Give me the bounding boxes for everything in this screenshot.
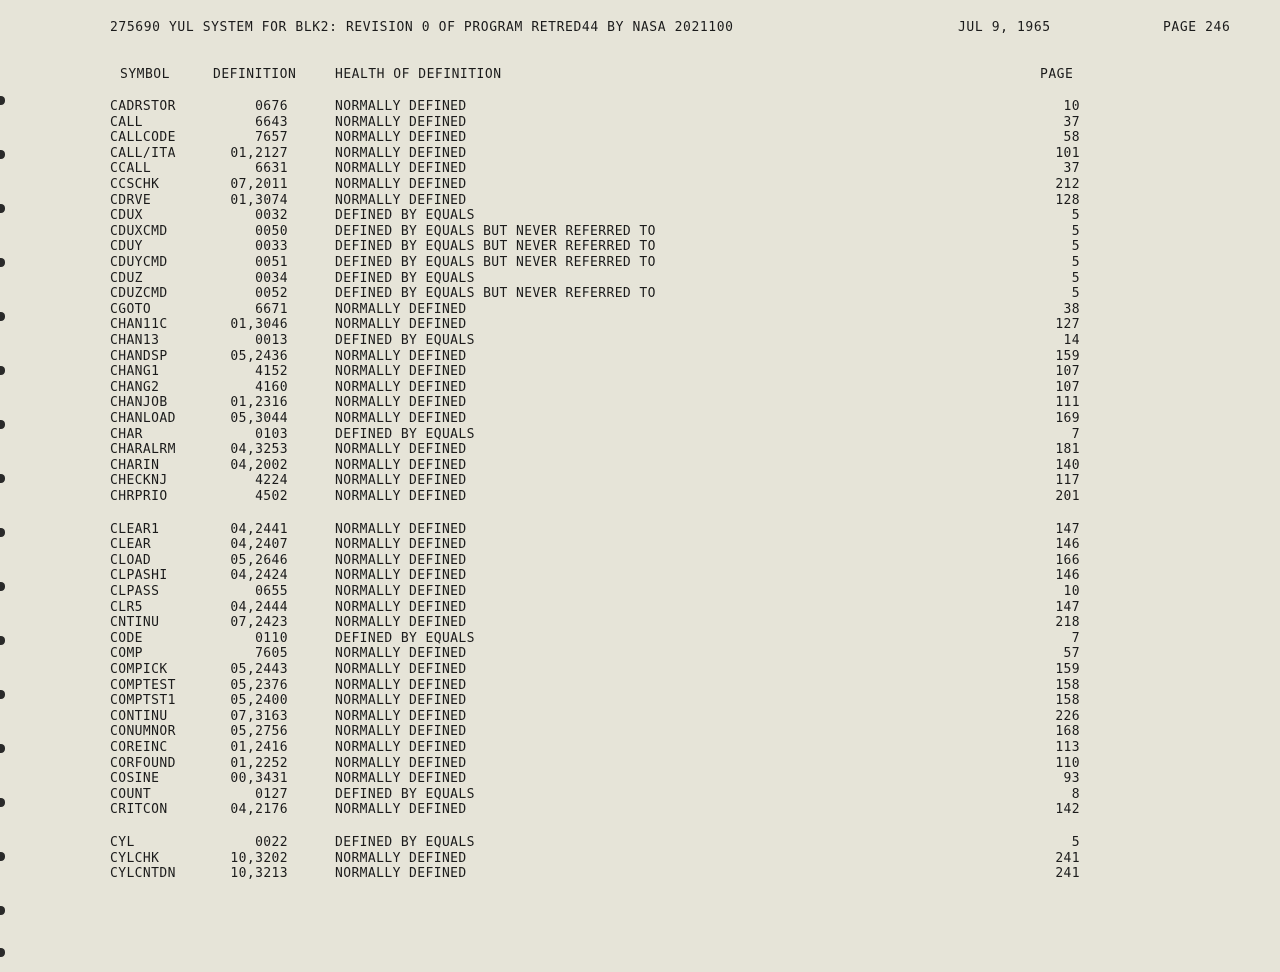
- page-cell: 93: [1063, 771, 1080, 787]
- page-cell: 5: [1071, 208, 1080, 224]
- definition-cell: 05,2646: [230, 552, 288, 568]
- table-row: [0, 631, 1280, 647]
- health-cell: NORMALLY DEFINED: [335, 740, 467, 755]
- definition-cell: 10,3202: [230, 850, 288, 866]
- symbol-cell: CHANJOB: [110, 395, 168, 411]
- table-row: [0, 177, 1280, 193]
- symbol-cell: CHARIN: [110, 457, 160, 473]
- table-row: [0, 395, 1280, 411]
- page-cell: 113: [1055, 740, 1080, 755]
- definition-cell: 05,2400: [230, 693, 288, 709]
- symbol-cell: CHANG1: [110, 364, 160, 380]
- table-row: [0, 146, 1280, 162]
- page-cell: 127: [1055, 317, 1080, 333]
- health-cell: NORMALLY DEFINED: [335, 615, 467, 631]
- page-number: PAGE 246: [1163, 20, 1231, 35]
- table-row: [0, 286, 1280, 302]
- symbol-cell: CALL: [110, 114, 143, 130]
- page-cell: 147: [1055, 599, 1080, 615]
- page-cell: 14: [1063, 333, 1080, 348]
- definition-cell: 0676: [255, 99, 288, 114]
- page-cell: 107: [1055, 364, 1080, 380]
- health-cell: DEFINED BY EQUALS: [335, 630, 475, 646]
- health-cell: NORMALLY DEFINED: [335, 584, 467, 599]
- symbol-cell: CLOAD: [110, 552, 152, 568]
- symbol-cell: CHANG2: [110, 379, 160, 395]
- table-row: [0, 333, 1280, 349]
- page-cell: 169: [1055, 411, 1080, 426]
- table-row: [0, 584, 1280, 600]
- table-row: [0, 442, 1280, 458]
- definition-cell: 7605: [255, 646, 288, 662]
- page-cell: 218: [1055, 615, 1080, 631]
- table-row: [0, 224, 1280, 240]
- table-row: [0, 646, 1280, 662]
- symbol-cell: CYL: [110, 835, 135, 850]
- page-cell: 142: [1055, 802, 1080, 818]
- definition-cell: 4502: [255, 489, 288, 504]
- health-cell: NORMALLY DEFINED: [335, 130, 467, 146]
- page-cell: 5: [1071, 270, 1080, 286]
- table-row: [0, 851, 1280, 867]
- symbol-cell: CHANLOAD: [110, 411, 176, 426]
- health-cell: DEFINED BY EQUALS: [335, 835, 475, 850]
- page-cell: 158: [1055, 677, 1080, 693]
- health-cell: NORMALLY DEFINED: [335, 693, 467, 709]
- symbol-cell: CYLCNTDN: [110, 866, 176, 882]
- health-cell: NORMALLY DEFINED: [335, 411, 467, 426]
- table-row: [0, 130, 1280, 146]
- page-cell: 107: [1055, 379, 1080, 395]
- definition-cell: 10,3213: [230, 866, 288, 882]
- symbol-cell: CHAN11C: [110, 317, 168, 333]
- health-cell: DEFINED BY EQUALS BUT NEVER REFERRED TO: [335, 223, 656, 239]
- page-cell: 159: [1055, 348, 1080, 364]
- definition-cell: 04,2441: [230, 521, 288, 537]
- symbol-cell: COMPICK: [110, 662, 168, 677]
- page-cell: 37: [1063, 114, 1080, 130]
- table-row: [0, 568, 1280, 584]
- symbol-cell: COMPTST1: [110, 693, 176, 709]
- column-header-page: PAGE: [1040, 67, 1074, 82]
- definition-cell: 00,3431: [230, 771, 288, 787]
- symbol-cell: CDUY: [110, 239, 143, 255]
- health-cell: NORMALLY DEFINED: [335, 99, 467, 114]
- health-cell: NORMALLY DEFINED: [335, 755, 467, 771]
- definition-cell: 0052: [255, 286, 288, 302]
- symbol-cell: CCSCHK: [110, 177, 160, 192]
- table-row: [0, 724, 1280, 740]
- table-row: [0, 380, 1280, 396]
- definition-cell: 04,2002: [230, 457, 288, 473]
- page-cell: 128: [1055, 192, 1080, 208]
- health-cell: DEFINED BY EQUALS: [335, 426, 475, 442]
- table-row: [0, 615, 1280, 631]
- health-cell: NORMALLY DEFINED: [335, 442, 467, 458]
- page-cell: 7: [1071, 630, 1080, 646]
- table-row: [0, 866, 1280, 882]
- symbol-cell: CDUZCMD: [110, 286, 168, 302]
- symbol-cell: CODE: [110, 630, 143, 646]
- page-cell: 58: [1063, 130, 1080, 146]
- symbol-cell: CHAR: [110, 426, 143, 442]
- definition-cell: 01,3074: [230, 192, 288, 208]
- symbol-cell: CHRPRIO: [110, 489, 168, 504]
- page-cell: 146: [1055, 537, 1080, 553]
- health-cell: DEFINED BY EQUALS BUT NEVER REFERRED TO: [335, 239, 656, 255]
- symbol-cell: CNTINU: [110, 615, 160, 631]
- page-cell: 166: [1055, 552, 1080, 568]
- health-cell: NORMALLY DEFINED: [335, 646, 467, 662]
- table-row: [0, 239, 1280, 255]
- page-cell: 5: [1071, 255, 1080, 270]
- page-cell: 147: [1055, 521, 1080, 537]
- symbol-cell: CHARALRM: [110, 442, 176, 458]
- page-cell: 226: [1055, 708, 1080, 724]
- symbol-cell: COREINC: [110, 740, 168, 755]
- table-row: [0, 600, 1280, 616]
- page-cell: 10: [1063, 99, 1080, 114]
- health-cell: NORMALLY DEFINED: [335, 568, 467, 584]
- table-row: [0, 115, 1280, 131]
- column-header-symbol: SYMBOL: [120, 67, 170, 82]
- table-row: [0, 193, 1280, 209]
- health-cell: NORMALLY DEFINED: [335, 177, 467, 192]
- definition-cell: 01,3046: [230, 317, 288, 333]
- symbol-cell: CDRVE: [110, 192, 152, 208]
- table-row: [0, 364, 1280, 380]
- health-cell: NORMALLY DEFINED: [335, 850, 467, 866]
- page-cell: 168: [1055, 724, 1080, 740]
- definition-cell: 01,2416: [230, 740, 288, 755]
- health-cell: NORMALLY DEFINED: [335, 348, 467, 364]
- page-cell: 110: [1055, 755, 1080, 771]
- table-row: [0, 756, 1280, 772]
- symbol-cell: CLEAR: [110, 537, 152, 553]
- symbol-cell: CONUMNOR: [110, 724, 176, 740]
- health-cell: NORMALLY DEFINED: [335, 521, 467, 537]
- health-cell: NORMALLY DEFINED: [335, 379, 467, 395]
- health-cell: NORMALLY DEFINED: [335, 192, 467, 208]
- table-row: [0, 553, 1280, 569]
- health-cell: NORMALLY DEFINED: [335, 145, 467, 161]
- page-cell: 241: [1055, 850, 1080, 866]
- health-cell: NORMALLY DEFINED: [335, 724, 467, 740]
- definition-cell: 01,2316: [230, 395, 288, 411]
- table-row: [0, 411, 1280, 427]
- symbol-cell: CLPASS: [110, 584, 160, 599]
- symbol-cell: CALL/ITA: [110, 145, 176, 161]
- table-row: [0, 99, 1280, 115]
- table-row: [0, 771, 1280, 787]
- definition-cell: 05,2756: [230, 724, 288, 740]
- table-row: [0, 787, 1280, 803]
- symbol-cell: CDUYCMD: [110, 255, 168, 270]
- definition-cell: 0013: [255, 333, 288, 348]
- table-row: [0, 537, 1280, 553]
- definition-cell: 04,2444: [230, 599, 288, 615]
- health-cell: DEFINED BY EQUALS: [335, 333, 475, 348]
- definition-cell: 01,2252: [230, 755, 288, 771]
- health-cell: DEFINED BY EQUALS: [335, 208, 475, 224]
- page-cell: 201: [1055, 489, 1080, 504]
- table-row: [0, 835, 1280, 851]
- definition-cell: 0022: [255, 835, 288, 850]
- definition-cell: 04,3253: [230, 442, 288, 458]
- definition-cell: 04,2424: [230, 568, 288, 584]
- column-header-health: HEALTH OF DEFINITION: [335, 67, 502, 82]
- definition-cell: 6643: [255, 114, 288, 130]
- health-cell: NORMALLY DEFINED: [335, 537, 467, 553]
- definition-cell: 0110: [255, 630, 288, 646]
- symbol-cell: COUNT: [110, 786, 152, 802]
- page-cell: 212: [1055, 177, 1080, 192]
- table-row: [0, 740, 1280, 756]
- definition-cell: 6671: [255, 301, 288, 317]
- page-cell: 101: [1055, 145, 1080, 161]
- health-cell: NORMALLY DEFINED: [335, 708, 467, 724]
- table-row: [0, 349, 1280, 365]
- page-cell: 181: [1055, 442, 1080, 458]
- health-cell: NORMALLY DEFINED: [335, 552, 467, 568]
- symbol-cell: COSINE: [110, 771, 160, 787]
- table-row: [0, 208, 1280, 224]
- table-row: [0, 458, 1280, 474]
- page-cell: 5: [1071, 286, 1080, 302]
- table-row: [0, 302, 1280, 318]
- health-cell: NORMALLY DEFINED: [335, 161, 467, 177]
- definition-cell: 07,2423: [230, 615, 288, 631]
- definition-cell: 0034: [255, 270, 288, 286]
- page-cell: 7: [1071, 426, 1080, 442]
- health-cell: DEFINED BY EQUALS BUT NEVER REFERRED TO: [335, 255, 656, 270]
- symbol-cell: CHANDSP: [110, 348, 168, 364]
- symbol-cell: CDUZ: [110, 270, 143, 286]
- table-row: [0, 709, 1280, 725]
- table-row: [0, 255, 1280, 271]
- health-cell: NORMALLY DEFINED: [335, 771, 467, 787]
- page-cell: 57: [1063, 646, 1080, 662]
- definition-cell: 05,2443: [230, 662, 288, 677]
- definition-cell: 0655: [255, 584, 288, 599]
- health-cell: NORMALLY DEFINED: [335, 677, 467, 693]
- definition-cell: 04,2176: [230, 802, 288, 818]
- definition-cell: 0051: [255, 255, 288, 270]
- page-cell: 10: [1063, 584, 1080, 599]
- health-cell: NORMALLY DEFINED: [335, 114, 467, 130]
- definition-cell: 01,2127: [230, 145, 288, 161]
- page-cell: 117: [1055, 473, 1080, 489]
- symbol-cell: COMP: [110, 646, 143, 662]
- definition-cell: 0033: [255, 239, 288, 255]
- page-cell: 5: [1071, 239, 1080, 255]
- page-cell: 8: [1071, 786, 1080, 802]
- definition-cell: 4160: [255, 379, 288, 395]
- symbol-cell: CONTINU: [110, 708, 168, 724]
- table-row: [0, 317, 1280, 333]
- definition-cell: 7657: [255, 130, 288, 146]
- symbol-cell: CLR5: [110, 599, 143, 615]
- page-cell: 159: [1055, 662, 1080, 677]
- symbol-cell: CORFOUND: [110, 755, 176, 771]
- health-cell: DEFINED BY EQUALS BUT NEVER REFERRED TO: [335, 286, 656, 302]
- definition-cell: 0103: [255, 426, 288, 442]
- health-cell: DEFINED BY EQUALS: [335, 270, 475, 286]
- table-row: [0, 802, 1280, 818]
- definition-cell: 07,2011: [230, 177, 288, 192]
- health-cell: NORMALLY DEFINED: [335, 364, 467, 380]
- definition-cell: 4152: [255, 364, 288, 380]
- page-cell: 37: [1063, 161, 1080, 177]
- table-row: [0, 161, 1280, 177]
- symbol-cell: CRITCON: [110, 802, 168, 818]
- page-cell: 140: [1055, 457, 1080, 473]
- symbol-cell: CDUXCMD: [110, 223, 168, 239]
- health-cell: NORMALLY DEFINED: [335, 662, 467, 677]
- symbol-cell: CHAN13: [110, 333, 160, 348]
- table-row: [0, 473, 1280, 489]
- table-row: [0, 427, 1280, 443]
- column-header-definition: DEFINITION: [213, 67, 297, 82]
- table-row: [0, 693, 1280, 709]
- table-row: [0, 489, 1280, 505]
- health-cell: NORMALLY DEFINED: [335, 489, 467, 504]
- listing-title: 275690 YUL SYSTEM FOR BLK2: REVISION 0 OF PROGRAM RETRED44 BY NASA 2021100: [110, 20, 734, 35]
- symbol-cell: CALLCODE: [110, 130, 176, 146]
- definition-cell: 05,2436: [230, 348, 288, 364]
- health-cell: NORMALLY DEFINED: [335, 802, 467, 818]
- definition-cell: 0032: [255, 208, 288, 224]
- table-row: [0, 271, 1280, 287]
- page-cell: 146: [1055, 568, 1080, 584]
- page-cell: 111: [1055, 395, 1080, 411]
- symbol-cell: CLPASHI: [110, 568, 168, 584]
- health-cell: NORMALLY DEFINED: [335, 301, 467, 317]
- page-cell: 5: [1071, 223, 1080, 239]
- health-cell: DEFINED BY EQUALS: [335, 786, 475, 802]
- table-row: [0, 522, 1280, 538]
- health-cell: NORMALLY DEFINED: [335, 473, 467, 489]
- definition-cell: 07,3163: [230, 708, 288, 724]
- definition-cell: 05,3044: [230, 411, 288, 426]
- symbol-cell: CADRSTOR: [110, 99, 176, 114]
- health-cell: NORMALLY DEFINED: [335, 395, 467, 411]
- listing-date: JUL 9, 1965: [958, 20, 1051, 35]
- symbol-cell: CGOTO: [110, 301, 152, 317]
- definition-cell: 04,2407: [230, 537, 288, 553]
- definition-cell: 05,2376: [230, 677, 288, 693]
- page-cell: 38: [1063, 301, 1080, 317]
- health-cell: NORMALLY DEFINED: [335, 866, 467, 882]
- symbol-cell: CYLCHK: [110, 850, 160, 866]
- table-row: [0, 678, 1280, 694]
- symbol-cell: CCALL: [110, 161, 152, 177]
- page-cell: 158: [1055, 693, 1080, 709]
- symbol-cell: CHECKNJ: [110, 473, 168, 489]
- health-cell: NORMALLY DEFINED: [335, 457, 467, 473]
- health-cell: NORMALLY DEFINED: [335, 317, 467, 333]
- symbol-cell: CLEAR1: [110, 521, 160, 537]
- table-row: [0, 662, 1280, 678]
- health-cell: NORMALLY DEFINED: [335, 599, 467, 615]
- page-cell: 5: [1071, 835, 1080, 850]
- definition-cell: 4224: [255, 473, 288, 489]
- symbol-cell: CDUX: [110, 208, 143, 224]
- definition-cell: 6631: [255, 161, 288, 177]
- symbol-cell: COMPTEST: [110, 677, 176, 693]
- definition-cell: 0127: [255, 786, 288, 802]
- definition-cell: 0050: [255, 223, 288, 239]
- page-cell: 241: [1055, 866, 1080, 882]
